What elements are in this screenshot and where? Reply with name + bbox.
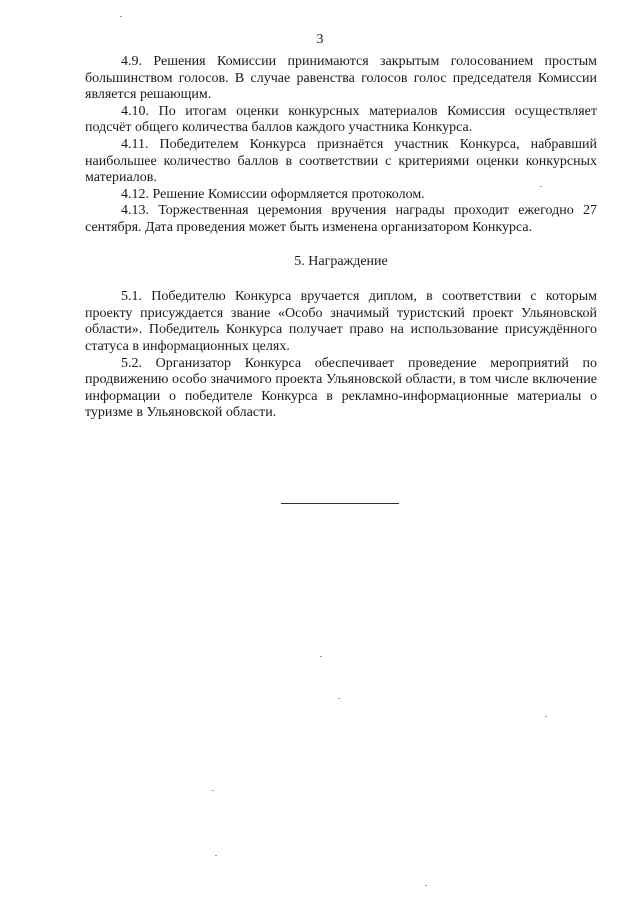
scan-speck <box>215 855 217 856</box>
paragraph-4-13: 4.13. Торжественная церемония вручения награды проходит ежегодно 27 сентября. Дата проведения может быть изменена организатором Конкурса. <box>85 203 597 235</box>
paragraph-5-2: 5.2. Организатор Конкурса обеспечивает проведение мероприятий по продвижению особо значимого проекта Ульяновской области, в том числе включение информации о победителе Конкурса в рекламно-информационные материалы о туризме в Ульяновской области. <box>85 355 597 421</box>
scan-speck <box>320 656 322 657</box>
scan-speck <box>120 16 122 17</box>
scan-speck <box>545 716 547 717</box>
paragraph-4-11: 4.11. Победителем Конкурса признаётся участник Конкурса, набравший наибольшее количество баллов в соответствии с критериями оценки конкурсных материалов. <box>85 136 597 186</box>
scan-speck <box>212 790 214 791</box>
paragraph-4-12: 4.12. Решение Комиссии оформляется протоколом. <box>121 186 425 202</box>
paragraph-4-9: 4.9. Решения Комиссии принимаются закрытым голосованием простым большинством голосов. В случае равенства голосов голос председателя Комиссии является решающим. <box>85 54 597 103</box>
paragraph-5-1: 5.1. Победителю Конкурса вручается диплом, в соответствии с которым проекту присуждается звание «Особо значимый туристский проект Ульяновской области». Победитель Конкурса получает право на использование присуждённого статуса в информационных целях. <box>85 289 597 354</box>
scan-speck <box>338 698 340 699</box>
paragraph-4-10: 4.10. По итогам оценки конкурсных материалов Комиссия осуществляет подсчёт общего количества баллов каждого участника Конкурса. <box>85 103 597 136</box>
scan-speck <box>425 885 427 886</box>
document-body <box>85 54 597 422</box>
scan-speck <box>540 186 542 187</box>
closing-rule <box>281 503 399 504</box>
section-5-heading: 5. Награждение <box>294 253 388 269</box>
page-number: 3 <box>316 32 324 47</box>
